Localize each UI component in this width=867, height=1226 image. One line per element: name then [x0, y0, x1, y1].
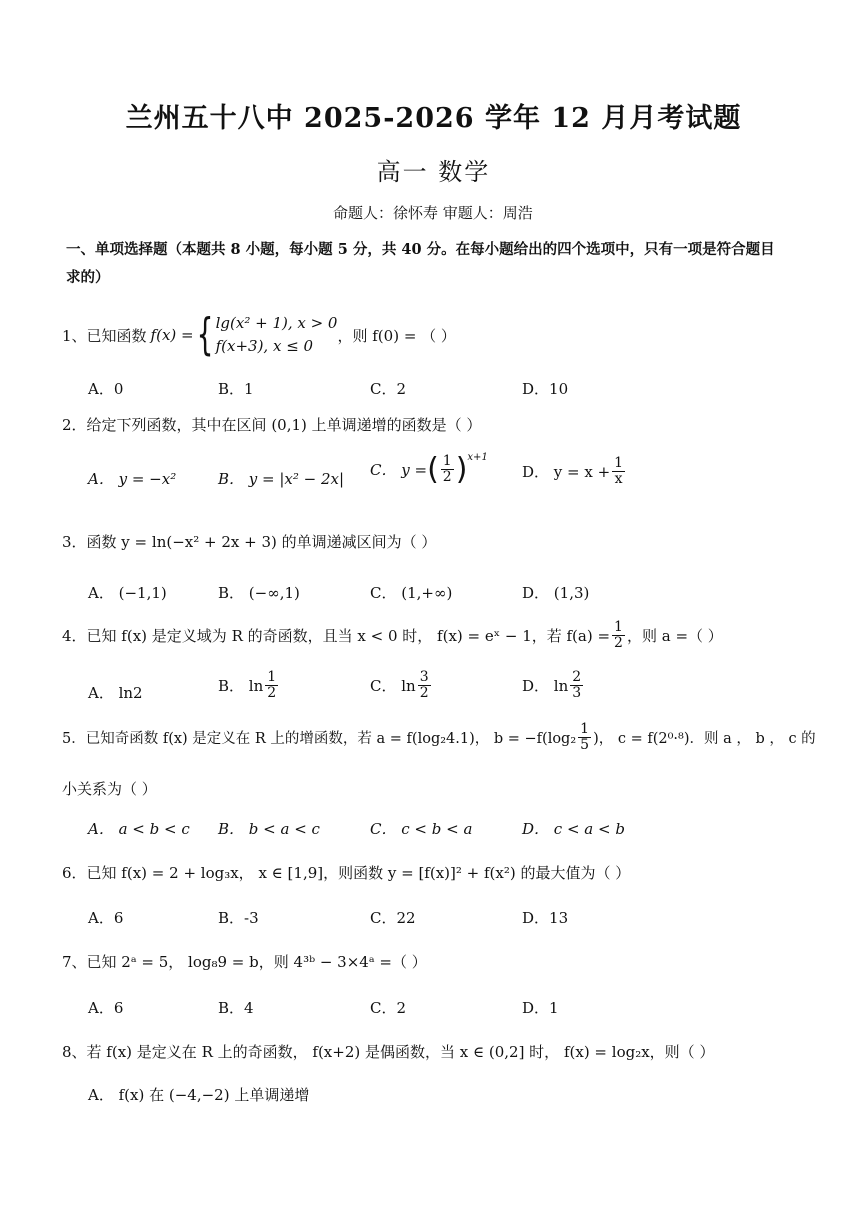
q5-option-a[interactable]: A． a < b < c [88, 820, 190, 838]
q6-option-a[interactable]: A．6 [88, 909, 124, 927]
question-8: 8、若 f(x) 是定义在 R 上的奇函数， f(x+2) 是偶函数，当 x ∈ (0,2] 时， f(x) = log₂x，则（ ） [62, 1043, 715, 1061]
q6-option-b[interactable]: B．-3 [218, 909, 259, 927]
q5-option-b[interactable]: B． b < a < c [218, 820, 320, 838]
q7-option-b[interactable]: B．4 [218, 999, 254, 1017]
question-6: 6．已知 f(x) = 2 + log₃x， x ∈ [1,9]，则函数 y = [f(x)]² + f(x²) 的最大值为（ ） [62, 864, 631, 882]
question-5: 5．已知奇函数 f(x) 是定义在 R 上的增函数，若 a = f(log₂4.1)， b = −f(log₂ $\frac{1}{5}$ )， c = f(2⁰·⁸)．则 a ， b ， c 的 [62, 721, 816, 753]
q1-brace: { [196, 309, 214, 360]
q4-option-c[interactable]: C． ln $\frac{3}{2}$ [370, 669, 429, 701]
q2-option-a[interactable]: A． y = −x² [88, 470, 177, 488]
exam-authors: 命题人：徐怀寿 审题人：周浩 [333, 204, 533, 222]
q7-option-a[interactable]: A．6 [88, 999, 124, 1017]
q1-option-a[interactable]: A．0 [88, 380, 124, 398]
q8-option-a[interactable]: A． f(x) 在 (−4,−2) 上单调递增 [88, 1086, 310, 1104]
q3-option-c[interactable]: C． (1,+∞) [370, 584, 453, 602]
q1-option-d[interactable]: D．10 [522, 380, 569, 398]
q2-option-c[interactable]: C． y = ( $\frac{1}{2}$ ) $^{x+1}$ [370, 452, 488, 487]
question-5-line2: 小关系为（ ） [62, 780, 157, 798]
q3-option-a[interactable]: A． (−1,1) [88, 584, 167, 602]
question-3: 3．函数 y = ln(−x² + 2x + 3) 的单调递减区间为（ ） [62, 533, 437, 551]
section-heading-line2: 求的） [66, 269, 110, 286]
exam-subtitle: 高一 数学 [376, 158, 491, 186]
q1-cases: lg(x² + 1), x > 0 f(x+3), x ≤ 0 [215, 313, 338, 355]
q6-option-c[interactable]: C．22 [370, 909, 416, 927]
exam-title: 兰州五十八中 2025-2026 学年 12 月月考试题 [125, 103, 742, 134]
q5-option-c[interactable]: C． c < b < a [370, 820, 473, 838]
q6-option-d[interactable]: D．13 [522, 909, 569, 927]
q4-option-b[interactable]: B． ln $\frac{1}{2}$ [218, 669, 277, 701]
q4-option-a[interactable]: A． ln2 [88, 684, 143, 702]
q1-option-b[interactable]: B．1 [218, 380, 254, 398]
q5-option-d[interactable]: D． c < a < b [522, 820, 625, 838]
q1-option-c[interactable]: C．2 [370, 380, 407, 398]
q1-ask: ，则 f(0) = （ ） [337, 326, 456, 345]
section-heading-line1: 一、单项选择题（本题共 8 小题，每小题 5 分，共 40 分。在每小题给出的四个选项中，只有一项是符合题目 [66, 241, 775, 258]
q2-option-d[interactable]: D． y = x + $\frac{1}{x}$ [522, 455, 624, 487]
q3-option-d[interactable]: D． (1,3) [522, 584, 590, 602]
q7-option-d[interactable]: D．1 [522, 999, 559, 1017]
question-7: 7、已知 2ᵃ = 5， log₈9 = b，则 4³ᵇ − 3×4ᵃ =（ ） [62, 953, 427, 971]
q4-option-d[interactable]: D． ln $\frac{2}{3}$ [522, 669, 582, 701]
q7-option-c[interactable]: C．2 [370, 999, 407, 1017]
q3-option-b[interactable]: B． (−∞,1) [218, 584, 300, 602]
question-2: 2．给定下列函数，其中在区间 (0,1) 上单调递增的函数是（ ） [62, 416, 482, 434]
q1-prefix: 1、已知函数 [62, 326, 147, 345]
q2-option-b[interactable]: B． y = |x² − 2x| [218, 470, 345, 488]
question-1: 1、已知函数 f(x) = { lg(x² + 1), x > 0 f(x+3), x ≤ 0 ，则 f(0) = （ ） [62, 309, 456, 360]
question-4: 4．已知 f(x) 是定义域为 R 的奇函数，且当 x < 0 时， f(x) = eˣ − 1，若 f(a) = $\frac{1}{2}$ ，则 a =（ ） [62, 619, 723, 651]
